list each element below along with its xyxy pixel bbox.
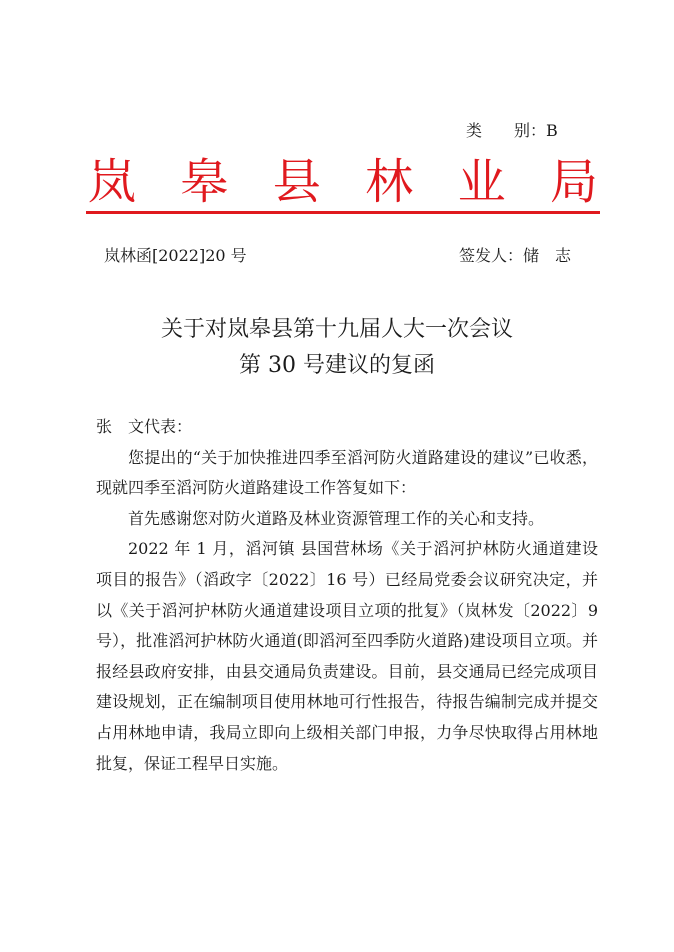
red-header-divider <box>86 211 600 214</box>
body-paragraph: 您提出的“关于加快推进四季至滔河防火道路建设的建议”已收悉，现就四季至滔河防火道路建设工作答复如下： <box>96 447 598 498</box>
signer-label: 签发人：储 志 <box>459 246 572 265</box>
agency-char: 林 <box>365 154 414 210</box>
body-paragraph: 2022 年 1 月，滔河镇 县国营林场《关于滔河护林防火通道建设项目的报告》（滔政字〔2022〕16 号）已经局党委会议研究决定，并以《关于滔河护林防火通道建设项目立项的批复》（岚林发〔2022〕9 号），批准滔河护林防火通道(即滔河至四季防火道路)建设项目立项。并报经县政府安排，由县交通局负责建设。目前，县交通局已经完成项目建设规划，正在编制项目使用林地可行性报告，待报告编制完成并提交占用林地申请，我局立即向上级相关部门申报，力争尽快取得占用林地批复，保证工程早日实施。 <box>96 539 598 773</box>
body-paragraph: 首先感谢您对防火道路及林业资源管理工作的关心和支持。 <box>128 508 545 528</box>
title-line-1: 关于对岚皋县第十九届人大一次会议 <box>160 317 513 342</box>
letter-body <box>96 412 598 779</box>
document-title <box>0 312 674 384</box>
agency-char: 皋 <box>180 154 229 210</box>
classification-label: 类 别：B <box>466 121 558 140</box>
agency-char: 业 <box>457 154 506 210</box>
agency-char: 县 <box>272 154 321 210</box>
agency-name <box>88 150 598 214</box>
document-number: 岚林函[2022]20 号 <box>104 246 247 265</box>
title-line-2: 第 30 号建议的复函 <box>239 353 435 378</box>
salutation: 张 文代表： <box>96 417 193 436</box>
agency-char: 岚 <box>88 154 137 210</box>
agency-char: 局 <box>549 154 598 210</box>
